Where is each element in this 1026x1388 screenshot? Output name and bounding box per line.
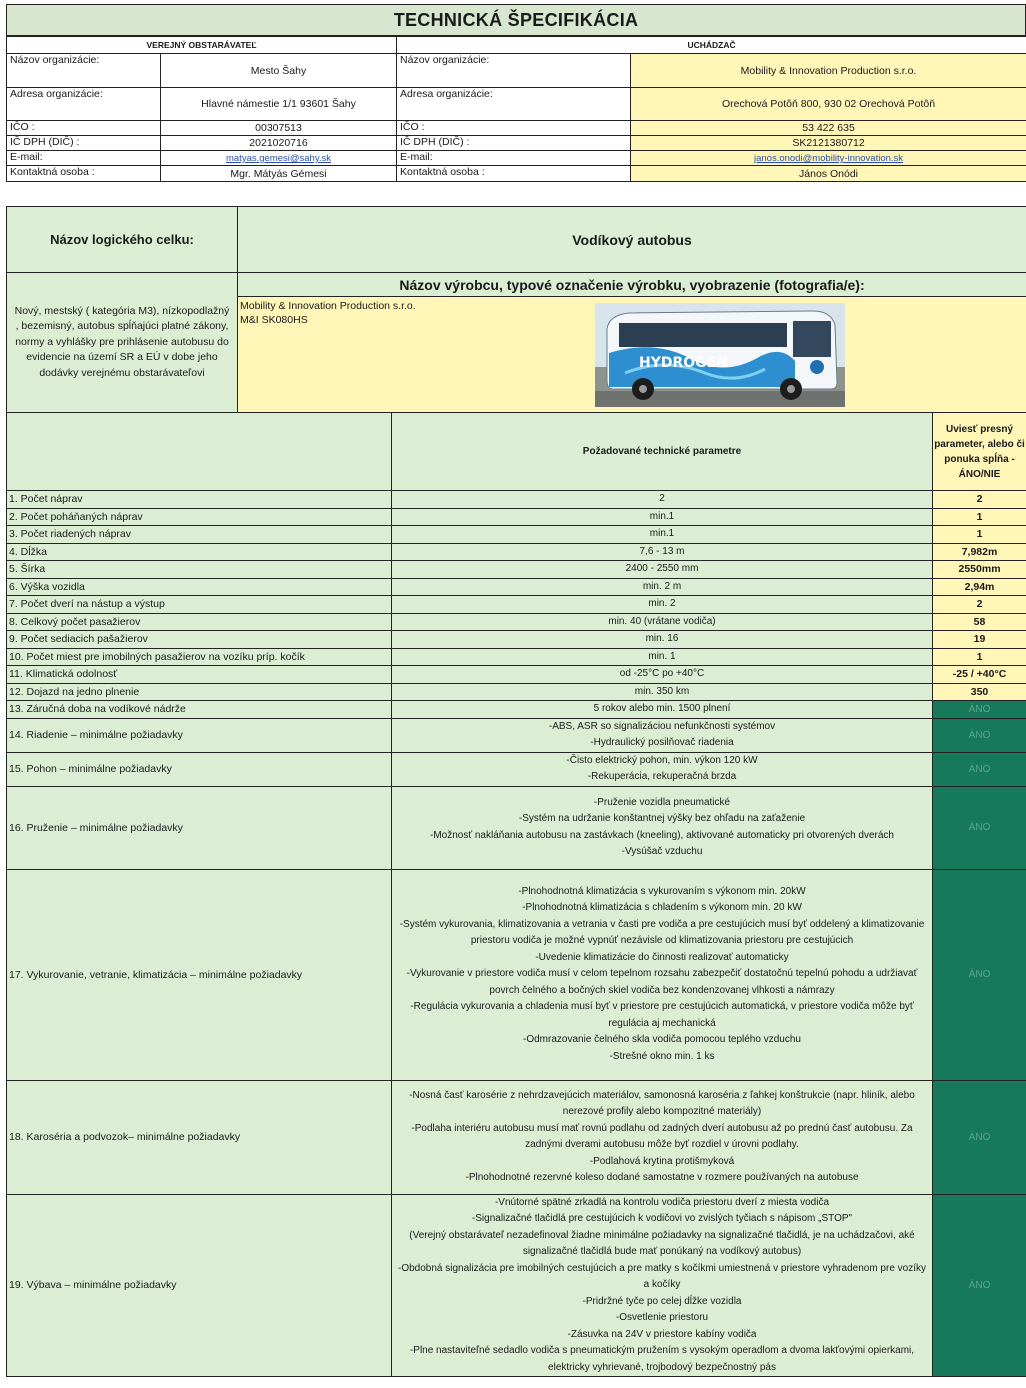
param-requirement bbox=[392, 1080, 933, 1194]
requirement-line: -Systém vykurovania, klimatizovania a vetrania v časti pre vodiča a pre cestujúcich musí byť oddelený a klimatizovanie priestoru vodiča je možné vypnúť nezávisle od klimatizovania priestoru pre cestujúcich bbox=[399, 918, 925, 947]
param-requirement bbox=[392, 752, 933, 786]
buyer-org-value: Mesto Šahy bbox=[161, 54, 397, 88]
param-row bbox=[7, 869, 1026, 1080]
param-answer: ÁNO bbox=[933, 786, 1026, 869]
bidder-addr-value: Orechová Potôň 800, 930 02 Orechová Potôň bbox=[631, 88, 1026, 121]
param-name: 4. Dĺžka bbox=[7, 543, 392, 561]
param-requirement: 7,6 - 13 m bbox=[392, 543, 933, 561]
requirement-line: -Uvedenie klimatizácie do činnosti realizovať automaticky bbox=[535, 951, 789, 963]
param-row bbox=[7, 543, 1026, 561]
param-answer: 7,982m bbox=[933, 543, 1026, 561]
param-name: 13. Záručná doba na vodíkové nádrže bbox=[7, 701, 392, 719]
requirement-line: -Rekuperácia, rekuperačná brzda bbox=[587, 771, 737, 782]
param-answer: 1 bbox=[933, 526, 1026, 544]
param-name: 7. Počet dverí na nástup a výstup bbox=[7, 596, 392, 614]
param-row bbox=[7, 666, 1026, 684]
param-requirement: 2400 - 2550 mm bbox=[392, 561, 933, 579]
bidder-email-link[interactable]: janos.onodi@mobility-innovation.sk bbox=[753, 153, 904, 164]
param-row bbox=[7, 1080, 1026, 1194]
param-answer: ÁNO bbox=[933, 752, 1026, 786]
buyer-ico-value: 00307513 bbox=[161, 121, 397, 136]
requirement-line: -Signalizačné tlačidlá pre cestujúcich k vodičovi vo zvislých tyčiach s nápisom „STOP" bbox=[471, 1213, 853, 1224]
param-answer: 2 bbox=[933, 491, 1026, 509]
document-title: TECHNICKÁ ŠPECIFIKÁCIA bbox=[6, 4, 1026, 36]
param-answer: 2,94m bbox=[933, 578, 1026, 596]
product-header: Názov výrobcu, typové označenie výrobku, vyobrazenie (fotografia/e): bbox=[238, 273, 1026, 297]
manufacturer-name: Mobility & Innovation Production s.r.o. bbox=[240, 300, 416, 312]
requirement-line: -Plne nastaviteľné sedadlo vodiča s pneumatickým pružením s vysokým operadlom a dvoma lakťovými opierkami, elektricky vyhrievané, trojbodový bezpečnostný pás bbox=[409, 1345, 915, 1373]
param-requirement bbox=[392, 1194, 933, 1377]
param-row bbox=[7, 786, 1026, 869]
requirement-line: -Osvetlenie priestoru bbox=[615, 1312, 709, 1323]
param-requirement: 2 bbox=[392, 491, 933, 509]
param-answer: 2 bbox=[933, 596, 1026, 614]
param-name: 15. Pohon – minimálne požiadavky bbox=[7, 752, 392, 786]
buyer-dic-label: IČ DPH (DIČ) : bbox=[7, 136, 161, 151]
bus-description: Nový, mestský ( kategória M3), nízkopodlažný , bezemisný, autobus spĺňajúci platné zákony, normy a vyhlášky pre prihlásenie autobusu do evidencie na území SR a EÚ v dobe jeho dodávky verejnému obstarávateľovi bbox=[7, 273, 238, 413]
buyer-org-label: Názov organizácie: bbox=[7, 54, 161, 88]
requirement-line: -Plnohodnotná klimatizácia s vykurovaním s výkonom min. 20kW bbox=[518, 885, 806, 897]
logical-unit-value: Vodíkový autobus bbox=[238, 207, 1026, 273]
param-answer: ÁNO bbox=[933, 1194, 1026, 1377]
param-row bbox=[7, 596, 1026, 614]
param-answer: 1 bbox=[933, 648, 1026, 666]
buyer-addr-value: Hlavné námestie 1/1 93601 Šahy bbox=[161, 88, 397, 121]
param-row bbox=[7, 526, 1026, 544]
bus-lettering: HYDROGEN bbox=[639, 355, 728, 371]
bidder-contact-label: Kontaktná osoba : bbox=[397, 166, 631, 182]
requirement-line: -Systém na udržanie konštantnej výšky bez ohľadu na zaťaženie bbox=[518, 813, 806, 824]
param-answer: 58 bbox=[933, 613, 1026, 631]
param-requirement: min. 2 m bbox=[392, 578, 933, 596]
bidder-dic-value: SK2121380712 bbox=[631, 136, 1026, 151]
param-name: 6. Výška vozidla bbox=[7, 578, 392, 596]
param-row bbox=[7, 718, 1026, 752]
param-name: 19. Výbava – minimálne požiadavky bbox=[7, 1194, 392, 1377]
param-name: 2. Počet poháňaných náprav bbox=[7, 508, 392, 526]
requirement-line: -Pridržné tyče po celej dĺžke vozidla bbox=[582, 1295, 742, 1307]
bidder-contact-value: János Onódi bbox=[631, 166, 1026, 182]
param-requirement: min.1 bbox=[392, 526, 933, 544]
param-row bbox=[7, 561, 1026, 579]
buyer-ico-label: IČO : bbox=[7, 121, 161, 136]
spec-table bbox=[6, 206, 1026, 1377]
param-name: 18. Karoséria a podvozok– minimálne požiadavky bbox=[7, 1080, 392, 1194]
param-row bbox=[7, 508, 1026, 526]
param-name: 14. Riadenie – minimálne požiadavky bbox=[7, 718, 392, 752]
param-requirement bbox=[392, 718, 933, 752]
param-name: 16. Pruženie – minimálne požiadavky bbox=[7, 786, 392, 869]
bidder-ico-label: IČO : bbox=[397, 121, 631, 136]
param-requirement: min. 1 bbox=[392, 648, 933, 666]
product-cell bbox=[238, 297, 1026, 413]
bidder-ico-value: 53 422 635 bbox=[631, 121, 1026, 136]
param-name: 12. Dojazd na jedno plnenie bbox=[7, 683, 392, 701]
bidder-section-header: UCHÁDZAČ bbox=[397, 37, 1026, 54]
param-name: 17. Vykurovanie, vetranie, klimatizácia – minimálne požiadavky bbox=[7, 869, 392, 1080]
bidder-org-label: Názov organizácie: bbox=[397, 54, 631, 88]
answer-header: Uviesť presný parameter, alebo či ponuka spĺňa - ÁNO/NIE bbox=[933, 413, 1026, 491]
params-header-spacer bbox=[7, 413, 392, 491]
bidder-dic-label: IČ DPH (DIČ) : bbox=[397, 136, 631, 151]
param-row bbox=[7, 613, 1026, 631]
param-requirement: min. 350 km bbox=[392, 683, 933, 701]
params-header: Požadované technické parametre bbox=[392, 413, 933, 491]
buyer-contact-label: Kontaktná osoba : bbox=[7, 166, 161, 182]
requirement-line: (Verejný obstarávateľ nezadefinoval žiadne minimálne požiadavky na signalizačné tlačidlá, je na uchádzačovi, aké signalizačné tlačidlá bude mať ponúkaný na vodíkový autobus) bbox=[409, 1229, 915, 1257]
param-answer: -25 / +40°C bbox=[933, 666, 1026, 684]
requirement-line: -Vnútorné spätné zrkadlá na kontrolu vodiča priestoru dverí z miesta vodiča bbox=[494, 1196, 830, 1208]
requirement-line: -Možnosť nakláňania autobusu na zastávkach (kneeling), aktivované automaticky pri otvorených dverách bbox=[429, 829, 894, 841]
param-answer: ÁNO bbox=[933, 1080, 1026, 1194]
logical-unit-label: Názov logického celku: bbox=[7, 207, 238, 273]
param-name: 1. Počet náprav bbox=[7, 491, 392, 509]
requirement-line: -ABS, ASR so signalizáciou nefunkčnosti systémov bbox=[548, 720, 776, 732]
bidder-addr-label: Adresa organizácie: bbox=[397, 88, 631, 121]
requirement-line: -Podlaha interiéru autobusu musí mať rovnú podlahu od zadných dverí autobusu až po prednú časť autobusu. Za zadnými dverami autobusu môže byť rozdiel v úrovni podlahy. bbox=[411, 1122, 913, 1150]
requirement-line: -Zásuvka na 24V v priestore kabíny vodiča bbox=[567, 1328, 757, 1340]
param-row bbox=[7, 631, 1026, 649]
param-answer: 19 bbox=[933, 631, 1026, 649]
buyer-email-label: E-mail: bbox=[7, 151, 161, 166]
requirement-line: 5 rokov alebo min. 1500 plnení bbox=[593, 703, 731, 714]
param-answer: ÁNO bbox=[933, 701, 1026, 719]
requirement-line: -Odmrazovanie čelného skla vodiča pomocou teplého vzduchu bbox=[523, 1034, 801, 1046]
param-requirement bbox=[392, 869, 933, 1080]
param-answer: 2550mm bbox=[933, 561, 1026, 579]
param-name: 9. Počet sediacich pašažierov bbox=[7, 631, 392, 649]
requirement-line: -Plnohodnotná klimatizácia s chladením s výkonom min. 20 kW bbox=[522, 902, 802, 914]
param-requirement: min. 2 bbox=[392, 596, 933, 614]
requirement-line: -Hydraulický posilňovač riadenia bbox=[590, 737, 734, 748]
param-requirement: min.1 bbox=[392, 508, 933, 526]
buyer-addr-label: Adresa organizácie: bbox=[7, 88, 161, 121]
param-requirement bbox=[392, 701, 933, 719]
param-row bbox=[7, 578, 1026, 596]
param-name: 3. Počet riadených náprav bbox=[7, 526, 392, 544]
requirement-line: -Podlahová krytina protišmyková bbox=[589, 1155, 735, 1167]
requirement-line: -Vykurovanie v priestore vodiča musí v celom tepelnom rozsahu zabezpečiť dostatočnú tepelnú pohodu a udržiavať povrch čelného a bočných skiel vodiča bez kondenzovanej vlhkosti a námrazy bbox=[406, 968, 918, 996]
requirement-line: -Pruženie vozidla pneumatické bbox=[593, 796, 731, 808]
param-requirement: min. 16 bbox=[392, 631, 933, 649]
param-row bbox=[7, 648, 1026, 666]
param-requirement bbox=[392, 786, 933, 869]
requirement-line: -Vysúšač vzduchu bbox=[621, 846, 703, 857]
product-model: M&I SK080HS bbox=[240, 314, 308, 326]
bidder-email-label: E-mail: bbox=[397, 151, 631, 166]
requirement-line: -Regulácia vykurovania a chladenia musí byť v priestore pre cestujúcich automatická, v priestore vodiča môže byť regulácia aj mechanická bbox=[410, 1001, 914, 1029]
requirement-line: -Čisto elektrický pohon, min. výkon 120 kW bbox=[566, 754, 758, 766]
buyer-section-header: VEREJNÝ OBSTARÁVATEĽ bbox=[7, 37, 397, 54]
param-answer: 1 bbox=[933, 508, 1026, 526]
param-answer: ÁNO bbox=[933, 869, 1026, 1080]
param-answer: 350 bbox=[933, 683, 1026, 701]
requirement-line: -Nosná časť karosérie z nehrdzavejúcich materiálov, samonosná karoséria z ľahkej konštrukcie (napr. hliník, alebo nerezové profily alebo kompozitné materiály) bbox=[409, 1089, 915, 1117]
buyer-email-link[interactable]: matyas.gemesi@sahy.sk bbox=[225, 153, 332, 164]
param-name: 10. Počet miest pre imobilných pasažierov na vozíku príp. kočík bbox=[7, 648, 392, 666]
param-row bbox=[7, 683, 1026, 701]
bidder-org-value: Mobility & Innovation Production s.r.o. bbox=[631, 54, 1026, 88]
param-name: 5. Šírka bbox=[7, 561, 392, 579]
param-name: 11. Klimatická odolnosť bbox=[7, 666, 392, 684]
param-name: 8. Celkový počet pasažierov bbox=[7, 613, 392, 631]
param-answer: ÁNO bbox=[933, 718, 1026, 752]
buyer-contact-value: Mgr. Mátyás Gémesi bbox=[161, 166, 397, 182]
bus-photo bbox=[595, 303, 845, 407]
param-requirement: od -25°C po +40°C bbox=[392, 666, 933, 684]
requirement-line: -Obdobná signalizácia pre imobilných cestujúcich a pre matky s kočíkmi umiestnená v priestore vyhradenom pre vozíky a kočíky bbox=[397, 1262, 926, 1290]
requirement-line: -Strešné okno min. 1 ks bbox=[609, 1050, 715, 1062]
buyer-dic-value: 2021020716 bbox=[161, 136, 397, 151]
requirement-line: -Plnohodnotné rezervné koleso dodané samostatne v rozmere používaných na autobuse bbox=[465, 1172, 859, 1183]
param-row bbox=[7, 491, 1026, 509]
param-row bbox=[7, 701, 1026, 719]
parties-table bbox=[6, 36, 1026, 182]
param-row bbox=[7, 752, 1026, 786]
param-row bbox=[7, 1194, 1026, 1377]
param-requirement: min. 40 (vrátane vodiča) bbox=[392, 613, 933, 631]
